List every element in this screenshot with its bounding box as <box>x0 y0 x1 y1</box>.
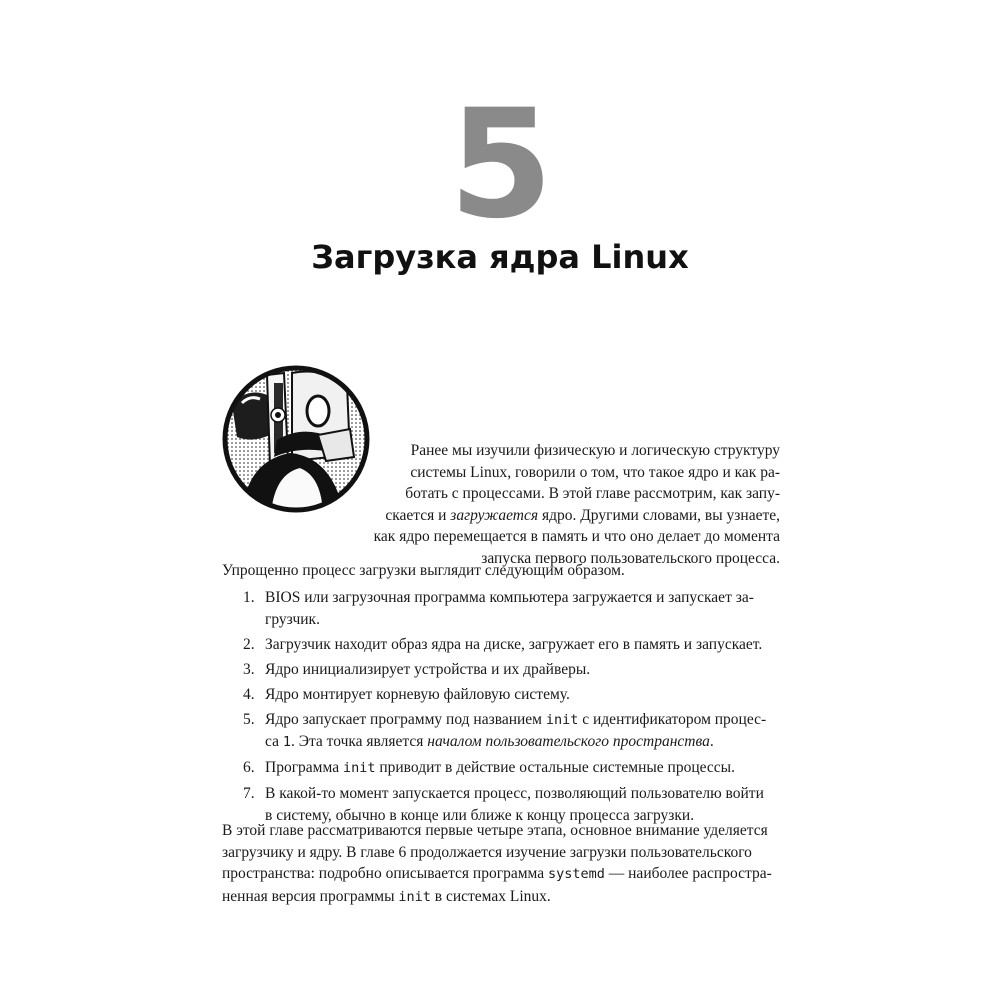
step-line <box>265 709 783 732</box>
intro-line: системы Linux, говорили о том, что такое ядро и как ра- <box>410 463 780 481</box>
boot-step <box>243 684 783 706</box>
text-run: приводит в действие остальные системные процессы. <box>375 759 735 776</box>
summary-line <box>222 886 782 909</box>
boot-step <box>243 659 783 681</box>
text-run: скается и <box>385 506 451 524</box>
step-line: грузчик. <box>265 610 320 628</box>
process-lead-text: Упрощенно процесс загрузки выглядит следующим образом. <box>222 562 625 579</box>
boot-step <box>243 757 783 780</box>
step-number: 4. <box>243 685 255 703</box>
emphasis-text: началом пользовательского пространства <box>427 733 710 750</box>
text-run: ненная версия программы <box>222 887 399 905</box>
step-number: 1. <box>243 589 255 606</box>
summary-line: загрузчику и ядру. В главе 6 продолжается изучение загрузки пользовательского <box>222 843 752 861</box>
step-number: 5. <box>243 710 255 728</box>
text-run: са <box>265 733 283 750</box>
inline-code: init <box>545 711 579 728</box>
text-run: . <box>709 733 714 750</box>
intro-paragraph <box>340 440 780 569</box>
summary-line: В этой главе рассматриваются первые четыре этапа, основное внимание уделяется <box>222 822 768 839</box>
emphasis-text: загружается <box>450 506 539 524</box>
step-number: 2. <box>243 635 255 653</box>
step-line <box>265 757 783 780</box>
text-run: с идентификатором процес- <box>578 710 767 728</box>
text-run: — наиболее распростра- <box>604 865 772 882</box>
step-line: в систему, обычно в конце или ближе к концу процесса загрузки. <box>265 806 695 824</box>
intro-line: запуска первого пользовательского процесса. <box>481 549 780 567</box>
step-line: Ядро инициализирует устройства и их драйверы. <box>265 660 591 678</box>
boot-step <box>243 587 783 630</box>
step-number: 6. <box>243 759 255 776</box>
text-run: Ядро запускает программу под названием <box>265 710 546 728</box>
step-line: Загрузчик находит образ ядра на диске, загружает его в память и запускает. <box>265 635 763 653</box>
step-number: 3. <box>243 660 255 678</box>
text-run: Программа <box>265 759 343 776</box>
text-run: ядро. Другими словами, вы узнаете, <box>538 506 780 524</box>
inline-code: init <box>342 760 376 776</box>
step-line: Ядро монтирует корневую файловую систему. <box>265 685 570 703</box>
chapter-number: 5 <box>448 78 552 252</box>
inline-code: init <box>398 888 431 905</box>
inline-code: 1 <box>282 734 291 750</box>
step-number: 7. <box>243 785 255 802</box>
intro-line: Ранее мы изучили физическую и логическую структуру <box>410 442 780 459</box>
text-run: пространства: подробно описывается программа <box>222 865 548 882</box>
inline-code: systemd <box>547 866 605 882</box>
step-line: В какой-то момент запускается процесс, позволяющий пользователю войти <box>265 785 764 802</box>
intro-line: как ядро перемещается в память и что оно делает до момента <box>373 528 780 545</box>
intro-line <box>340 505 780 527</box>
boot-step <box>243 634 783 656</box>
boot-steps-list <box>243 587 783 830</box>
step-line <box>265 731 783 754</box>
chapter-summary-paragraph <box>222 820 782 908</box>
text-run: . Эта точка является <box>290 733 428 750</box>
summary-line <box>222 863 782 886</box>
step-line: BIOS или загрузочная программа компьютера загружается и запускает за- <box>265 589 754 606</box>
chapter-title: Загрузка ядра Linux <box>311 238 689 276</box>
text-run: в системах Linux. <box>430 887 551 905</box>
boot-step <box>243 709 783 754</box>
intro-line: ботать с процессами. В этой главе рассмотрим, как запу- <box>405 485 780 502</box>
